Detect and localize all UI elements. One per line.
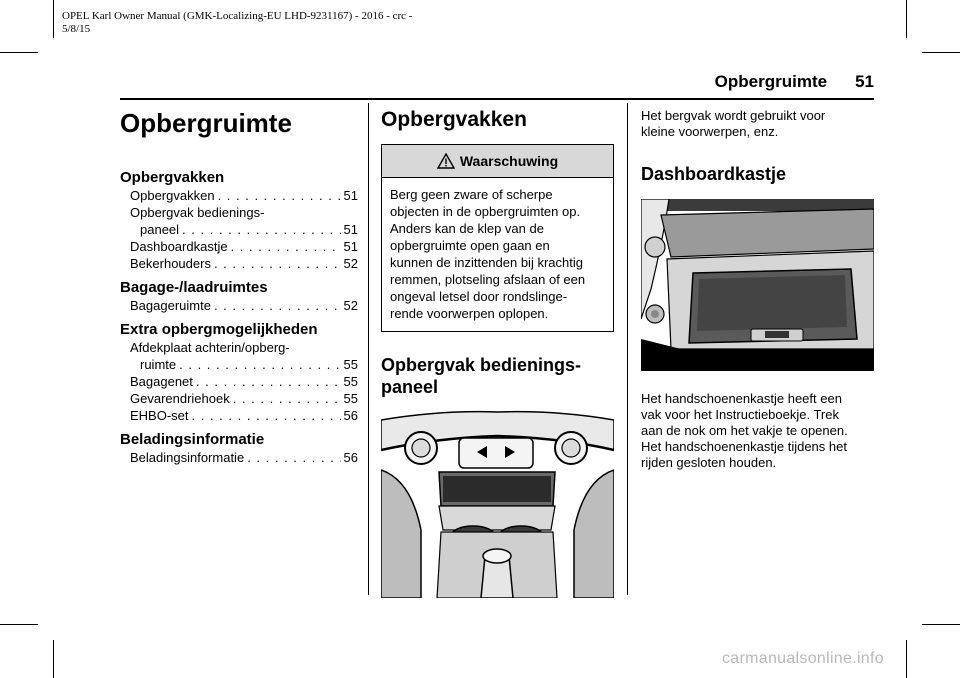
- toc-entry[interactable]: [120, 449, 358, 466]
- toc-entry[interactable]: [120, 407, 358, 424]
- center-console-illustration: [381, 410, 614, 598]
- toc-entry-text: ruimte: [140, 357, 177, 372]
- intro-paragraph: [641, 108, 876, 140]
- meta-line: 5/8/15: [62, 23, 91, 35]
- toc-entry-text: Gevarendriehoek: [130, 391, 230, 406]
- toc-leader-dots: [192, 407, 341, 424]
- toc-entry[interactable]: [120, 221, 358, 238]
- toc-page-number: 51: [343, 188, 358, 203]
- crop-mark: [53, 0, 54, 38]
- section-heading: Opbergvakken: [381, 108, 527, 131]
- toc-entry-text: Beladingsinformatie: [130, 450, 245, 465]
- running-header: [676, 72, 874, 92]
- toc-section-heading: Bagage-/laadruimtes: [120, 279, 268, 296]
- paragraph-line: vak voor het Instructieboekje. Trek: [641, 407, 839, 422]
- toc-entry-text: Bekerhouders: [130, 256, 211, 271]
- toc-page-number: 51: [343, 239, 358, 254]
- toc-section-heading: Extra opbergmogelijkheden: [120, 321, 318, 338]
- toc-page-number: 55: [343, 374, 358, 389]
- toc-page-number: 55: [343, 357, 358, 372]
- warning-title: Waarschuwing: [459, 153, 559, 169]
- crop-mark: [906, 640, 907, 678]
- toc-leader-dots: [196, 373, 341, 390]
- toc-leader-dots: [231, 238, 341, 255]
- running-title: Opbergruimte: [714, 72, 828, 91]
- toc-section-heading: Opbergvakken: [120, 169, 225, 186]
- toc-entry[interactable]: [120, 373, 358, 390]
- paragraph-line: rijden gesloten houden.: [641, 455, 777, 470]
- toc-entry[interactable]: [120, 297, 358, 314]
- toc-entry[interactable]: [120, 339, 358, 356]
- warning-text: [382, 178, 613, 331]
- toc-entry[interactable]: [120, 204, 358, 221]
- warning-line: ongeval letsel door rondslinge-: [390, 289, 568, 304]
- paragraph-line: Het handschoenenkastje heeft een: [641, 391, 842, 406]
- toc-entry-text: Bagageruimte: [130, 298, 211, 313]
- middle-column: [381, 108, 614, 598]
- page-number: 51: [855, 72, 874, 91]
- toc-entry[interactable]: [120, 390, 358, 407]
- toc-entry-text: EHBO-set: [130, 408, 189, 423]
- toc-entry[interactable]: [120, 356, 358, 373]
- toc-entry-text: Opbergvak bedienings-: [130, 205, 265, 220]
- warning-line: opbergruimte open gaan en: [390, 238, 550, 253]
- subsection-heading: [381, 354, 614, 398]
- toc-leader-dots: [179, 356, 340, 373]
- warning-line: objecten in de opbergruimten op.: [390, 204, 581, 219]
- warning-line: kunnen de inzittenden bij krachtig: [390, 255, 583, 270]
- toc-leader-dots: [233, 390, 341, 407]
- right-column: [641, 108, 876, 471]
- column-divider: [627, 103, 628, 595]
- toc-leader-dots: [247, 449, 340, 466]
- paragraph-line: Het bergvak wordt gebruikt voor: [641, 108, 826, 123]
- toc-entry-text: paneel: [140, 222, 180, 237]
- meta-line: OPEL Karl Owner Manual (GMK-Localizing-EU LHD-9231167) - 2016 - crc -: [62, 10, 413, 22]
- warning-line: Berg geen zware of scherpe: [390, 187, 553, 202]
- warning-icon: [437, 153, 455, 169]
- glovebox-illustration: [641, 199, 874, 371]
- crop-mark: [0, 624, 38, 625]
- toc-entry-text: Opbergvakken: [130, 188, 215, 203]
- subsection-heading-line: paneel: [381, 377, 439, 397]
- toc-column: [120, 108, 358, 473]
- subsection-heading: Dashboardkastje: [641, 164, 787, 184]
- subsection-heading-line: Opbergvak bedienings-: [381, 355, 582, 375]
- crop-mark: [0, 52, 38, 53]
- paragraph-line: Het handschoenenkastje tijdens het: [641, 439, 847, 454]
- warning-box: [381, 144, 614, 332]
- toc-entry[interactable]: [120, 187, 358, 204]
- header-rule: [120, 98, 874, 100]
- document-meta: [62, 10, 412, 36]
- watermark: carmanualsonline.info: [722, 650, 884, 667]
- body-paragraph: [641, 391, 876, 471]
- warning-header: [382, 145, 613, 178]
- column-divider: [368, 103, 369, 595]
- toc-leader-dots: [218, 187, 341, 204]
- toc-section: [120, 279, 358, 314]
- toc-entry-text: Bagagenet: [130, 374, 193, 389]
- crop-mark: [53, 640, 54, 678]
- toc-entry-text: Afdekplaat achterin/opberg-: [130, 340, 290, 355]
- warning-line: Anders kan de klep van de: [390, 221, 544, 236]
- toc-page-number: 51: [343, 222, 358, 237]
- toc-sections: [120, 169, 358, 466]
- crop-mark: [906, 0, 907, 38]
- warning-line: remmen, plotseling afslaan of een: [390, 272, 586, 287]
- toc-section: [120, 321, 358, 424]
- toc-page-number: 52: [343, 256, 358, 271]
- toc-page-number: 52: [343, 298, 358, 313]
- toc-leader-dots: [214, 297, 341, 314]
- paragraph-line: kleine voorwerpen, enz.: [641, 124, 779, 139]
- toc-leader-dots: [214, 255, 341, 272]
- toc-entry[interactable]: [120, 238, 358, 255]
- toc-section-heading: Beladingsinformatie: [120, 431, 265, 448]
- crop-mark: [922, 624, 960, 625]
- toc-section: [120, 431, 358, 466]
- toc-page-number: 56: [343, 408, 358, 423]
- toc-page-number: 56: [343, 450, 358, 465]
- toc-entry[interactable]: [120, 255, 358, 272]
- toc-page-number: 55: [343, 391, 358, 406]
- crop-mark: [922, 52, 960, 53]
- paragraph-line: aan de nok om het vakje te openen.: [641, 423, 848, 438]
- warning-line: rende voorwerpen oplopen.: [390, 306, 549, 321]
- toc-leader-dots: [182, 221, 340, 238]
- chapter-title: Opbergruimte: [120, 108, 292, 138]
- toc-entry-text: Dashboardkastje: [130, 239, 228, 254]
- toc-section: [120, 169, 358, 272]
